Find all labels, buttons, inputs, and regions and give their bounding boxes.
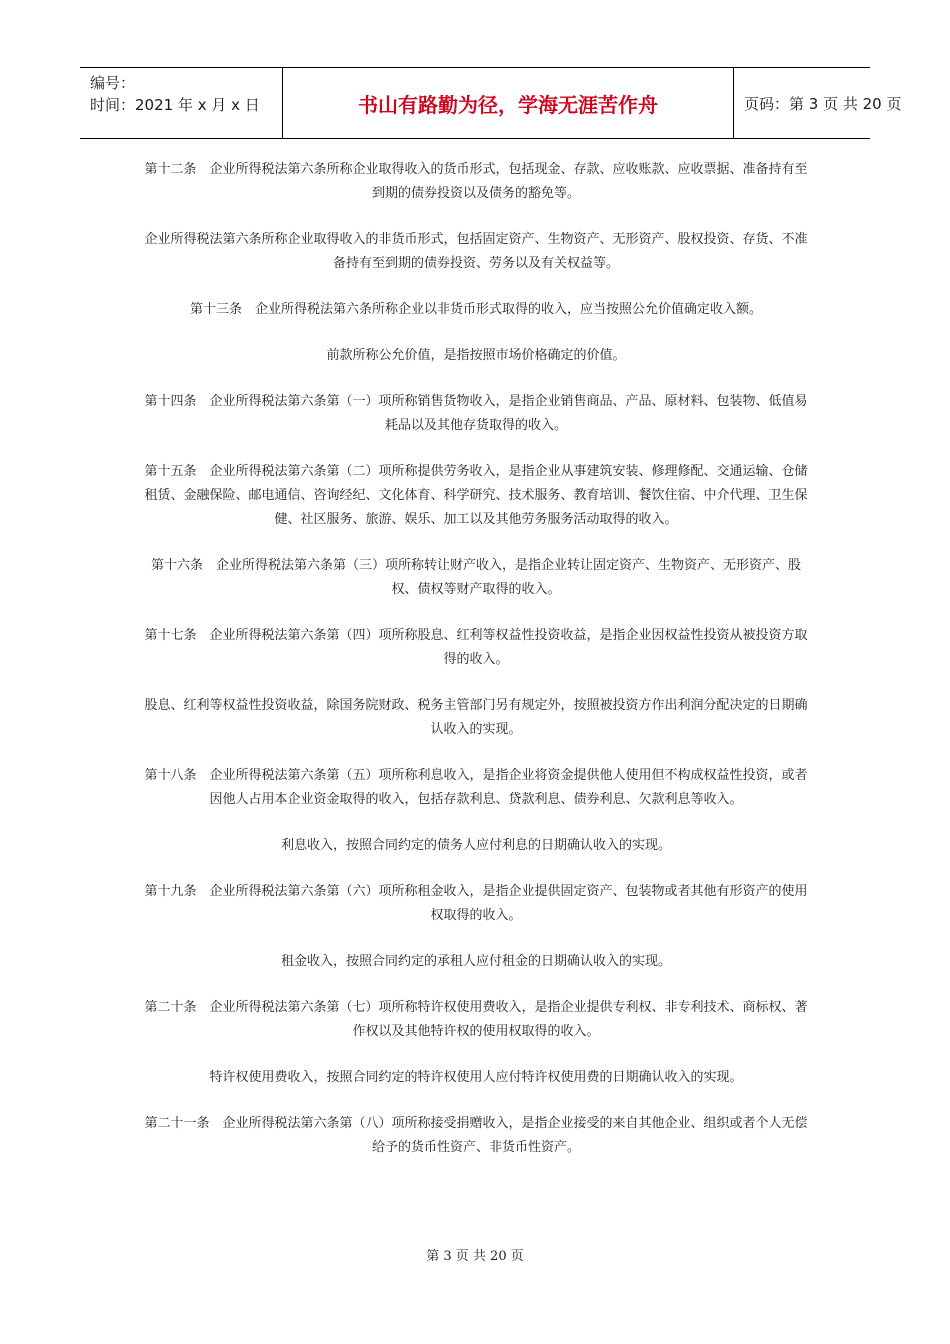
paragraph: 第十四条 企业所得税法第六条第（一）项所称销售货物收入，是指企业销售商品、产品、原材料、包装物、低值易耗品以及其他存货取得的收入。 xyxy=(144,394,808,433)
paragraph: 第十八条 企业所得税法第六条第（五）项所称利息收入，是指企业将资金提供他人使用但不构成权益性投资，或者因他人占用本企业资金取得的收入，包括存款利息、贷款利息、债券利息、欠款利息等收入。 xyxy=(144,768,808,807)
paragraph: 第十七条 企业所得税法第六条第（四）项所称股息、红利等权益性投资收益，是指企业因权益性投资从被投资方取得的收入。 xyxy=(144,628,808,667)
time-label: 时间：2021 年 x 月 x 日 xyxy=(90,96,260,114)
paragraph: 第十三条 企业所得税法第六条所称企业以非货币形式取得的收入，应当按照公允价值确定收入额。 xyxy=(189,302,762,317)
paragraph: 第十五条 企业所得税法第六条第（二）项所称提供劳务收入，是指企业从事建筑安装、修理修配、交通运输、仓储租赁、金融保险、邮电通信、咨询经纪、文化体育、科学研究、技术服务、教育培训、餐饮住宿、中介代理、卫生保健、社区服务、旅游、娱乐、加工以及其他劳务服务活动取得的收入。 xyxy=(144,464,808,527)
paragraph: 租金收入，按照合同约定的承租人应付租金的日期确认收入的实现。 xyxy=(280,954,671,969)
paragraph: 前款所称公允价值，是指按照市场价格确定的价值。 xyxy=(326,348,626,363)
paragraph: 股息、红利等权益性投资收益，除国务院财政、税务主管部门另有规定外，按照被投资方作出利润分配决定的日期确认收入的实现。 xyxy=(144,698,808,737)
page-footer: 第 3 页 共 20 页 xyxy=(426,1249,524,1264)
paragraph: 第十二条 企业所得税法第六条所称企业取得收入的货币形式，包括现金、存款、应收账款、应收票据、准备持有至到期的债券投资以及债务的豁免等。 xyxy=(144,162,808,201)
paragraph: 特许权使用费收入，按照合同约定的特许权使用人应付特许权使用费的日期确认收入的实现。 xyxy=(209,1070,743,1085)
paragraph: 第二十一条 企业所得税法第六条第（八）项所称接受捐赠收入，是指企业接受的来自其他企业、组织或者个人无偿给予的货币性资产、非货币性资产。 xyxy=(144,1116,808,1155)
header-meta xyxy=(80,68,282,138)
code-label: 编号： xyxy=(90,74,136,92)
header-page-info: 页码：第 3 页 共 20 页 xyxy=(744,94,902,113)
paragraph: 第二十条 企业所得税法第六条第（七）项所称特许权使用费收入，是指企业提供专利权、非专利技术、商标权、著作权以及其他特许权的使用权取得的收入。 xyxy=(144,1000,808,1039)
paragraph: 利息收入，按照合同约定的债务人应付利息的日期确认收入的实现。 xyxy=(280,838,671,853)
paragraph: 企业所得税法第六条所称企业取得收入的非货币形式，包括固定资产、生物资产、无形资产、股权投资、存货、不准备持有至到期的债券投资、劳务以及有关权益等。 xyxy=(144,232,808,271)
page-header xyxy=(80,67,902,139)
header-motto: 书山有路勤为径，学海无涯苦作舟 xyxy=(282,68,734,138)
paragraph: 第十九条 企业所得税法第六条第（六）项所称租金收入，是指企业提供固定资产、包装物或者其他有形资产的使用权取得的收入。 xyxy=(144,884,808,923)
document-body xyxy=(140,158,812,1182)
paragraph: 第十六条 企业所得税法第六条第（三）项所称转让财产收入，是指企业转让固定资产、生物资产、无形资产、股权、债权等财产取得的收入。 xyxy=(150,558,801,597)
